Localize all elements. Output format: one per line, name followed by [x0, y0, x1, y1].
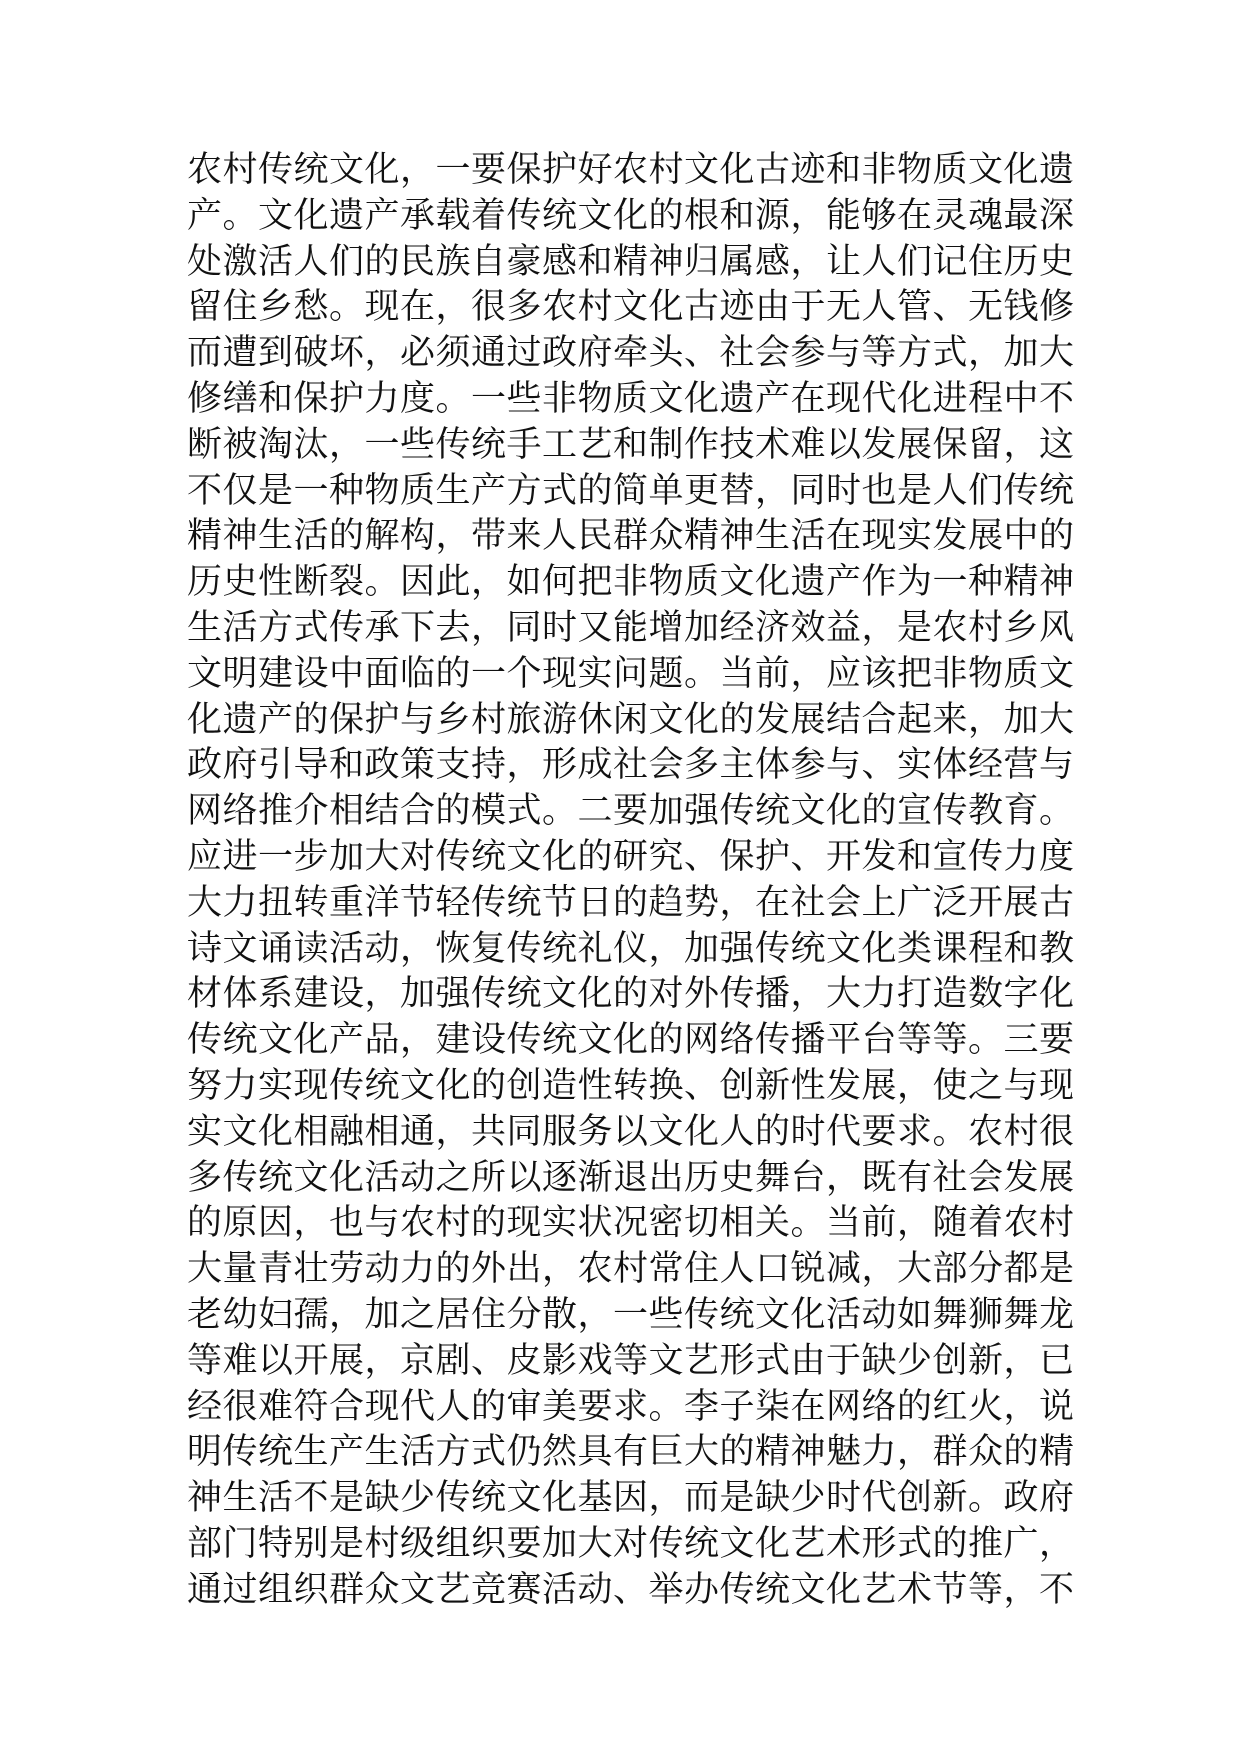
text-line: 应进一步加大对传统文化的研究、保护、开发和宣传力度 — [187, 836, 1075, 877]
text-line: 诗文诵读活动，恢复传统礼仪，加强传统文化类课程和教 — [187, 928, 1075, 969]
text-line: 修缮和保护力度。一些非物质文化遗产在现代化进程中不 — [187, 378, 1075, 419]
text-line: 神生活不是缺少传统文化基因，而是缺少时代创新。政府 — [187, 1478, 1075, 1519]
text-line: 努力实现传统文化的创造性转换、创新性发展，使之与现 — [187, 1065, 1075, 1106]
text-line: 政府引导和政策支持，形成社会多主体参与、实体经营与 — [187, 745, 1075, 786]
text-line: 农村传统文化，一要保护好农村文化古迹和非物质文化遗 — [187, 150, 1075, 190]
text-line: 材体系建设，加强传统文化的对外传播，大力打造数字化 — [187, 974, 1075, 1015]
body-text — [187, 148, 1075, 1614]
text-line: 生活方式传承下去，同时又能增加经济效益，是农村乡风 — [187, 607, 1075, 648]
text-line: 实文化相融相通，共同服务以文化人的时代要求。农村很 — [187, 1111, 1075, 1152]
text-line: 多传统文化活动之所以逐渐退出历史舞台，既有社会发展 — [187, 1157, 1075, 1198]
text-line: 网络推介相结合的模式。二要加强传统文化的宣传教育。 — [187, 791, 1075, 832]
text-line: 的原因，也与农村的现实状况密切相关。当前，随着农村 — [187, 1203, 1075, 1244]
text-line: 通过组织群众文艺竞赛活动、举办传统文化艺术节等，不 — [187, 1569, 1075, 1610]
text-line: 大力扭转重洋节轻传统节日的趋势，在社会上广泛开展古 — [187, 882, 1075, 923]
text-line: 文明建设中面临的一个现实问题。当前，应该把非物质文 — [187, 653, 1075, 694]
text-line: 历史性断裂。因此，如何把非物质文化遗产作为一种精神 — [187, 562, 1075, 603]
text-line: 部门特别是村级组织要加大对传统文化艺术形式的推广， — [187, 1523, 1075, 1564]
text-line: 断被淘汰，一些传统手工艺和制作技术难以发展保留，这 — [187, 424, 1075, 465]
text-line: 化遗产的保护与乡村旅游休闲文化的发展结合起来，加大 — [187, 699, 1075, 740]
text-line: 经很难符合现代人的审美要求。李子柒在网络的红火，说 — [187, 1386, 1075, 1427]
text-line: 明传统生产生活方式仍然具有巨大的精神魅力，群众的精 — [187, 1432, 1075, 1473]
text-line: 留住乡愁。现在，很多农村文化古迹由于无人管、无钱修 — [187, 287, 1075, 328]
text-line: 大量青壮劳动力的外出，农村常住人口锐减，大部分都是 — [187, 1249, 1075, 1290]
text-line: 处激活人们的民族自豪感和精神归属感，让人们记住历史 — [187, 241, 1075, 282]
text-line: 精神生活的解构，带来人民群众精神生活在现实发展中的 — [187, 516, 1075, 557]
text-line: 传统文化产品，建设传统文化的网络传播平台等等。三要 — [187, 1020, 1075, 1061]
text-line: 产。文化遗产承载着传统文化的根和源，能够在灵魂最深 — [187, 195, 1075, 236]
text-line: 等难以开展，京剧、皮影戏等文艺形式由于缺少创新，已 — [187, 1340, 1075, 1381]
text-line: 而遭到破坏，必须通过政府牵头、社会参与等方式，加大 — [187, 333, 1075, 374]
text-line: 老幼妇孺，加之居住分散，一些传统文化活动如舞狮舞龙 — [187, 1294, 1075, 1335]
text-line: 不仅是一种物质生产方式的简单更替，同时也是人们传统 — [187, 470, 1075, 511]
